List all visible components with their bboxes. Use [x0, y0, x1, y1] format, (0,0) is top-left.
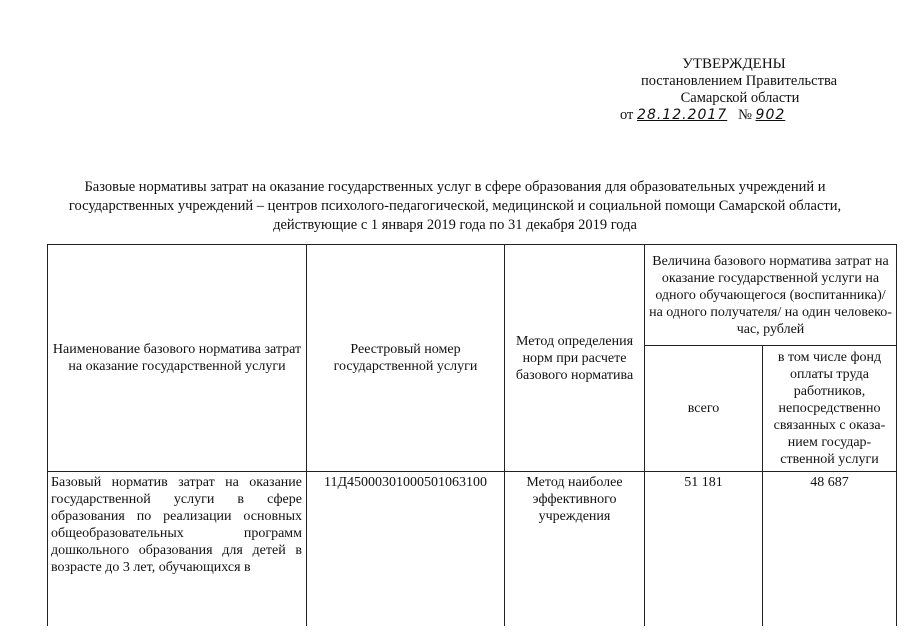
row-fot: 48 687 [763, 472, 897, 627]
header-value-group: Величина базового норматива затрат на оказание государственной услуги на одного обучающегося (воспитанника)/ на одного получателя/ на один человеко-час, рублей [645, 245, 897, 346]
approval-block [560, 56, 900, 124]
from-label: от [620, 107, 634, 123]
row-name: Базовый норматив затрат на оказание государственной услуги в сфере образования по реализации основных общеобразовательных программ дошкольного образования для детей в возрасте до 3 лет, обучающихся в [48, 472, 307, 627]
header-method: Метод определения норм при расчете базового норматива [505, 245, 645, 472]
number-label: № [738, 107, 752, 123]
header-name: Наименование базового норматива затрат на оказание государственной услуги [48, 245, 307, 472]
table-row [48, 472, 897, 627]
row-method: Метод наиболее эффективного учреждения [505, 472, 645, 627]
approval-number: 902 [755, 107, 786, 123]
row-total: 51 181 [645, 472, 763, 627]
approval-date: 28.12.2017 [637, 107, 728, 123]
norms-table [47, 244, 897, 626]
approval-date-line [560, 107, 900, 124]
approval-title: УТВЕРЖДЕНЫ [682, 56, 786, 72]
document-title: Базовые нормативы затрат на оказание государственных услуг в сфере образования для образовательных учреждений и государственных учреждений – центров психолого-педагогической, медицинской и социальной помощи Самарской области, действующие с 1 января 2019 года по 31 декабря 2019 года [68, 179, 842, 233]
row-registry: 11Д45000301000501063100 [307, 472, 505, 627]
header-registry: Реестровый номер государственной услуги [307, 245, 505, 472]
header-total: всего [645, 346, 763, 472]
approval-region: Самарской области [680, 90, 800, 106]
header-fot: в том числе фонд оплаты труда работников, непосредственно связанных с оказа-нием государ-ственной услуги [763, 346, 897, 472]
header-row [48, 245, 897, 346]
approval-decree: постановлением Правительства [640, 73, 838, 89]
